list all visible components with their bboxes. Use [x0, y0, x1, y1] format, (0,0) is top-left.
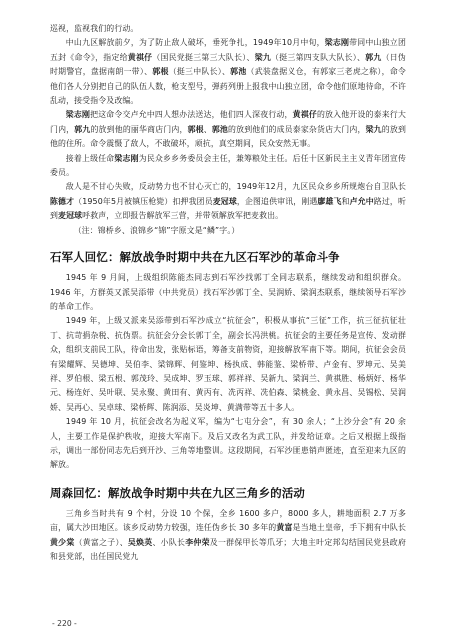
text-run: （挺三中队长）、 [168, 67, 231, 77]
person-name: 梁志刚 [114, 153, 139, 163]
text-run: 带同中山独立团五封《命令》，指定给 [50, 38, 406, 62]
person-name: 郭池 [211, 124, 229, 134]
person-name: 郭九 [365, 52, 382, 62]
paragraph: 1949 年，上级又派来吴添带到石军沙成立“抗征会”，积极从事抗“三征”工作，抗三征抗征壮丁、抗苛捐杂税、抗伪票。抗征会分会长郭丁全，副会长冯洪桃。抗征会的主要任务是宣传、发动群众，组织支前民工队，待命出发，张贴标语，筹备支前物资，迎接解放军南下等。期间，抗征会会员有梁耀辉、吴德坤、吴伯李、梁锦辉、何鉴坤、杨执成、韩能鉴、梁桥带、卢金有、罗坤元、吴美祥、罗伯根、梁五根、郭茂玲、吴成坤、罗玉球、郭祥祥、吴新九、梁润兰、黄祺胜、杨炳好、杨华元、杨连好、吴叶联、吴永聚、黄田有、黄丙有、冼丙祥、冼伯森、梁桃金、黄永昌、吴锡松、吴润娇、吴再心、吴卓球、梁桥辉、陈润添、吴炎坤、黄满带等五十多人。 [50, 316, 406, 412]
paragraph [50, 152, 406, 181]
section-heading: 周森回忆：解放战争时期中共在九区三角乡的活动 [50, 485, 305, 500]
text-run: 呼救声，立即报告解放军三营，并带领解放军把麦救出。 [82, 211, 284, 221]
person-name: 郭根 [152, 67, 169, 77]
text-run: 是当地土皇帝，手下拥有中队长 [292, 523, 406, 533]
person-name: 吴焕英 [127, 537, 153, 547]
text-run: 、 [203, 124, 212, 134]
text-run: 巡视，监视我们的行动。 [50, 24, 139, 33]
person-name: 麦冠球 [58, 211, 83, 221]
text-run: 的放到他的住所。命令震慑了敌人，不敢破坏，顽抗，真空期间，民众安然无事。 [50, 124, 406, 149]
person-name: 麦冠球 [212, 196, 237, 206]
text-run: （黄富之子）、 [74, 537, 128, 547]
text-run: 敌人是不甘心失败，反动势力也不甘心灭亡的，1949年12月，九区民众乡乡所规炮台自卫队长 [65, 182, 406, 192]
text-run: （1950年5月被镇压枪毙）扣押我团员 [74, 196, 213, 206]
person-name: 郭根 [187, 124, 204, 134]
page-number: - 220 - [52, 619, 77, 628]
paragraph [50, 36, 406, 108]
person-name: 梁志刚 [324, 38, 350, 48]
text-run: 接着上级任命 [65, 153, 115, 163]
section-continuation [50, 22, 406, 238]
person-name: 黄祺仔 [292, 110, 317, 120]
person-name: 廖雄飞 [317, 196, 342, 206]
section-heading: 石军人回忆：解放战争时期中共在九区石军沙的革命斗争 [50, 250, 340, 265]
person-name: 梁九 [365, 124, 382, 134]
text-run: 的放到他的丽华商店门内， [90, 124, 188, 134]
person-name: 郭池 [230, 67, 247, 77]
text-run: 的放入他开设的泰来行大门内， [50, 110, 407, 134]
paragraph [50, 22, 406, 36]
person-name: 李仲荣 [185, 537, 210, 547]
paragraph: 1945 年 9 月间，上级组织陈能杰同志到石军沙找郭丁全同志联系，继续发动和组织群众。1946 年，方群英又派吴添带（中共党员）找石军沙郭丁全、吴润娇、梁润杰联系，继续领导石军沙的革命工作。 [50, 273, 406, 311]
text-run: 为民众乡乡务委员会主任，兼筹粮处主任。后任十区新民主主义青年团宣传委员。 [50, 153, 407, 178]
text-run: 三角乡当时共有 9 个村，分设 10 个保，全乡 1600 多户，8000 多人，耕地面积 2.7 万多亩，属大沙田地区。该乡反动势力较强，连任伪乡长 30 多年的 [50, 508, 406, 533]
text-run: ，企图追供审讯，刚遇 [236, 196, 318, 206]
section-shijun-sha [50, 271, 406, 473]
text-run: 路过，听到 [50, 196, 406, 221]
text-run: 的放到他们的成员泰家杂货店大门内， [228, 124, 366, 134]
person-name: 郭九 [74, 124, 91, 134]
person-name: 卢允中 [349, 196, 374, 206]
person-name: 梁志刚 [65, 110, 91, 120]
text-run: （日伪时期警官，盘据南朗一带）、 [50, 52, 406, 77]
paragraph [50, 180, 406, 223]
person-name: 黄富 [276, 523, 293, 533]
text-run: 中山九区解放前夕，为了防止敌人破坏，垂死争扎，1949年10月中旬， [65, 38, 325, 48]
text-run: （挺三第四支队大队长）、 [271, 52, 366, 62]
text-run: 把这命令交卢允中四人想办法送达，他们四人深夜行动， [90, 110, 293, 120]
person-name: 梁九 [254, 52, 272, 62]
text-run: （武装盘据义仓，有郭家三老虎之称），命令他们各人分别把自己的队伍人数，枪支型号，弹药列册上报我中山独立团，命令他们原地待命，不许乱动，接受指令及改编。 [50, 67, 406, 106]
section-sanjiao-xiang [50, 507, 406, 565]
paragraph [50, 108, 406, 151]
text-run: （国民党挺三第三大队长）、 [152, 52, 255, 62]
person-name: 黄少棠 [50, 537, 75, 547]
person-name: 陈德才 [50, 196, 75, 206]
paragraph: 1949 年 10 月，抗征会改名为起义军，编为“七屯分会”，有 30 余人；“上沙分会”有 20 余人，主要工作是保护秩收，迎接大军南下。及后又改名为武工队，并发给证章。之后又根据上级指示，调出一部份同志先后到开沙、三角等地整训。这段期间，石军沙匪患销声匿迹，直至迎来九区的解放。 [50, 417, 406, 470]
text-run: 和 [341, 196, 350, 206]
person-name: 黄祺仔 [127, 52, 153, 62]
text-run: 及一群保甲长等爪牙；大地主叶定邦勾结国民党县政府和县党部，出任国民党九 [50, 537, 407, 561]
text-run: 、小队长 [152, 537, 186, 547]
paragraph [50, 507, 406, 565]
annotation-note: （注：锦桥乡、浪锦乡“锦”字原文是“鳞”字。） [73, 225, 240, 235]
